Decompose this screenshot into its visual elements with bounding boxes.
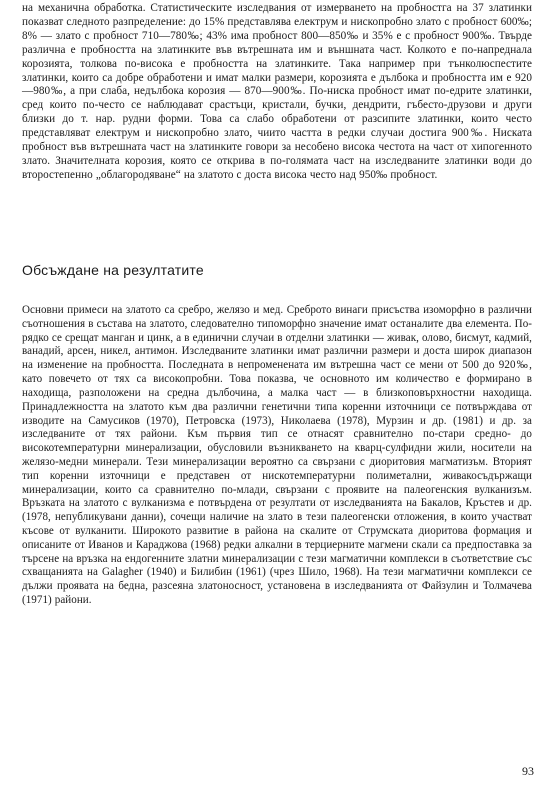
page-number: 93 [522,764,534,778]
body-paragraph-2: Основни примеси на златото са сребро, желязо и мед. Среброто винаги присъства изоморфно в различни съотношения в състава на златото, следователно типоморфно значение имат останалите два елемента. По-рядко се срещат манган и цинк, а в единични случаи в отделни златинки — живак, олово, бисмут, кадмий, ванадий, арсен, никел, антимон. Изследваните златинки имат различни размери и доста широк диапазон на изменение на пробността. Последната в непроменената им вътрешна част се мени от 500 до 920‰, като повечето от тях са високопробни. Това показва, че основното им количество е формирано в находища, разположени на средна дълбочина, а малка част — в близкоповърхностни находища. Принадлежността на златото към два различни генетични типа коренни източници се потвърждава от изводите на Самусиков (1970), Петровска (1973), Николаева (1978), Мурзин и др. (1981) и др. за изследваните от тях райони. Към първия тип се отнасят сравнително по-стари средно- до високотемпературни минерализации, обусловили възникването на кварц-сулфидни жили, носители на желязо-медни минерали. Тези минерализации вероятно са свързани с диоритовия магматизъм. Вторият тип коренни източници е представен от нискотемпературни полиметални, живакосъдържащи минерализации, които са сравнително по-млади, свързани с проявите на палеогенския вулканизъм. Връзката на златото с вулканизма е потвърдена от резултати от изследванията на Бакалов, Кръстев и др. (1978, непубликувани данни), сочещи наличие на злато в тези палеогенски отложения, в които участват късове от вулканити. Широкото развитие в района на скалите от Струмската диоритова формация и описаните от Иванов и Карaджова (1968) редки алкални в терциерните магмени скали са предпоставка за търсене на връзка на ендогенните златни минерализации с тези магматични комплекси в съответствие със схващанията на Galagher (1940) и Билибин (1961) (чрез Шило, 1968). На тези магматични комплекси се дължи проявата на бедна, разсеяна златоносност, установена в изследванията от Файзулин и Толмачева (1971) райони. [22,304,532,607]
section-heading: Обсъждане на резултатите [22,262,204,278]
body-paragraph-1: на механична обработка. Статистическите изследвания от измерването на пробностга на 37 златинки показват следното разпределение: до 15% представлява електрум и нископробно злато с пробност 600‰; 8% — злато с пробност 710—780‰; 43% има пробност 800—850‰ и 35% е с пробност 900‰. Твърде различна е пробността на златинките във вътрешната им и външната част. Колкото е по-напреднала корозията, толкова по-висока е пробността на златинките. Така например при тънколюспестите златинки, които са добре обработени и имат малки размери, корозията е дълбока и пробността им е 920—980‰, а при слаба, недълбока корозия — 870—900‰. По-ниска пробност имат по-едрите златинки, сред които по-често се наблюдават срастъци, кристали, бучки, дендрити, гъбесто-друзови и други близки до т. нар. рудни форми. Това са слабо обработени от разсипите златинки, които често представляват електрум и нископробно злато, чиито частта в редки случаи достига 900‰. Ниската пробност във вътрешната част на златинките говори за несобено висока честота на част от хипогенното злато. Значителната корозия, която се открива в по-голямата част на изследваните златинки води до второстепенно „облагородяване“ на златото с доста висока често над 950‰ пробност. [22,2,532,181]
